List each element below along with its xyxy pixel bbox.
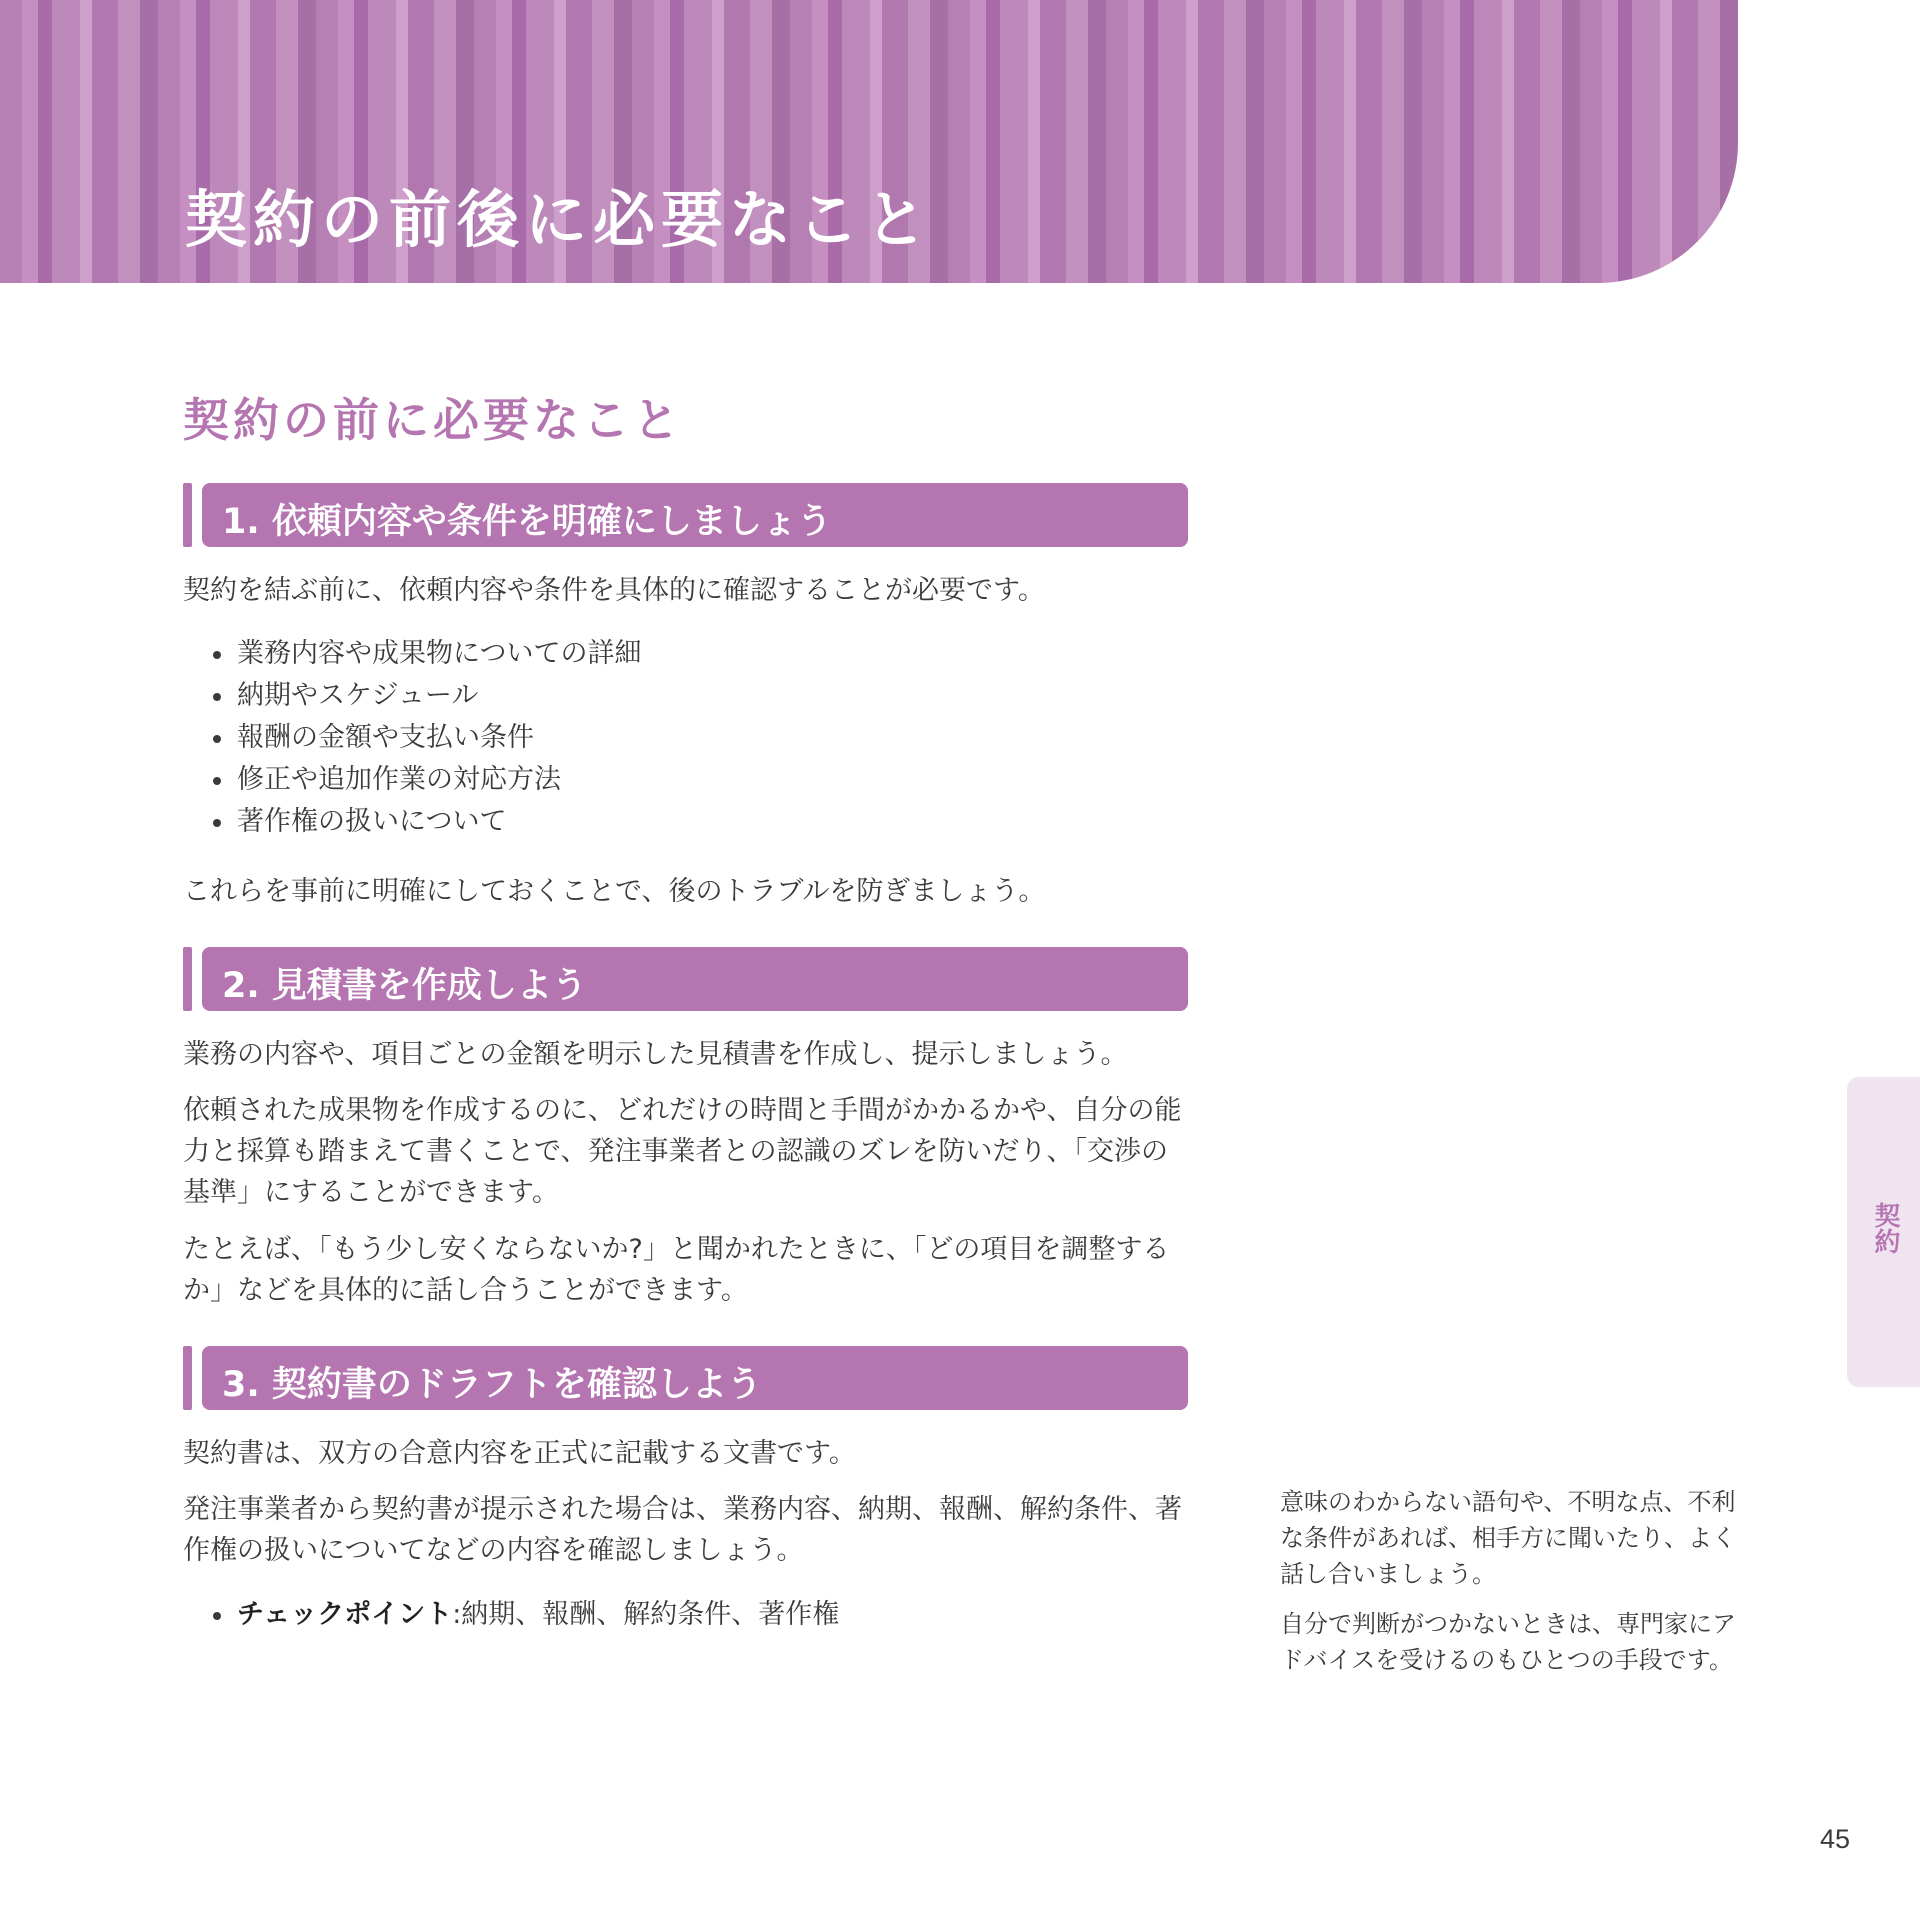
checkpoint-label: チェックポイント (237, 1599, 453, 1630)
heading-label-2: 2. 見積書を作成しよう (222, 966, 587, 1006)
chapter-tab[interactable] (1847, 1077, 1920, 1387)
item1-intro: 契約を結ぶ前に、依頼内容や条件を具体的に確認することが必要です。 (183, 575, 1045, 606)
item2-paragraph-3: たとえば、「もう少し安くならないか?」と聞かれたときに、「どの項目を調整するか」などを具体的に話し合うことができます。 (183, 1234, 1170, 1306)
heading-label-1: 1. 依頼内容や条件を明確にしましょう (222, 502, 832, 542)
item3-paragraph-1: 契約書は、双方の合意内容を正式に記載する文書です。 (183, 1438, 856, 1469)
heading-tick (183, 1346, 192, 1410)
item2-paragraph-2: 依頼された成果物を作成するのに、どれだけの時間と手間がかかるかや、自分の能力と採算も踏まえて書くことで、発注事業者との認識のズレを防いだり、「交渉の基準」にすることができます。 (183, 1095, 1182, 1208)
heading-tick (183, 483, 192, 547)
item3-paragraph-2: 発注事業者から契約書が提示された場合は、業務内容、納期、報酬、解約条件、著作権の扱いについてなどの内容を確認しましょう。 (183, 1494, 1182, 1566)
heading-bar-1 (183, 483, 1188, 547)
page-number: 45 (1820, 1824, 1851, 1854)
heading-bar-2 (183, 947, 1188, 1011)
list-item: 業務内容や成果物についての詳細 (210, 633, 641, 675)
heading-bar-3 (183, 1346, 1188, 1410)
item2-paragraph-1: 業務の内容や、項目ごとの金額を明示した見積書を作成し、提示しましょう。 (183, 1039, 1128, 1070)
side-note-paragraph-1: 意味のわからない語句や、不明な点、不利な条件があれば、相手方に聞いたり、よく話し合いましょう。 (1280, 1488, 1736, 1588)
list-item: 報酬の金額や支払い条件 (210, 717, 641, 759)
heading-label-3: 3. 契約書のドラフトを確認しよう (222, 1365, 762, 1405)
chapter-tab-label: 契約 (1870, 1202, 1900, 1254)
list-item: 著作権の扱いについて (210, 801, 641, 843)
list-item: 修正や追加作業の対応方法 (210, 759, 641, 801)
page-title: 契約の前後に必要なこと (185, 183, 934, 256)
list-item: 納期やスケジュール (210, 675, 641, 717)
section-title: 契約の前に必要なこと (183, 393, 683, 447)
item1-outro: これらを事前に明確にしておくことで、後のトラブルを防ぎましょう。 (183, 876, 1046, 907)
checkpoint-text: :納期、報酬、解約条件、著作権 (452, 1599, 840, 1630)
checkpoint-item (210, 1594, 839, 1636)
item3-checkpoint-list (210, 1594, 839, 1636)
item1-bullet-list (210, 633, 641, 843)
side-note-paragraph-2: 自分で判断がつかないときは、専門家にアドバイスを受けるのもひとつの手段です。 (1280, 1610, 1736, 1674)
heading-tick (183, 947, 192, 1011)
